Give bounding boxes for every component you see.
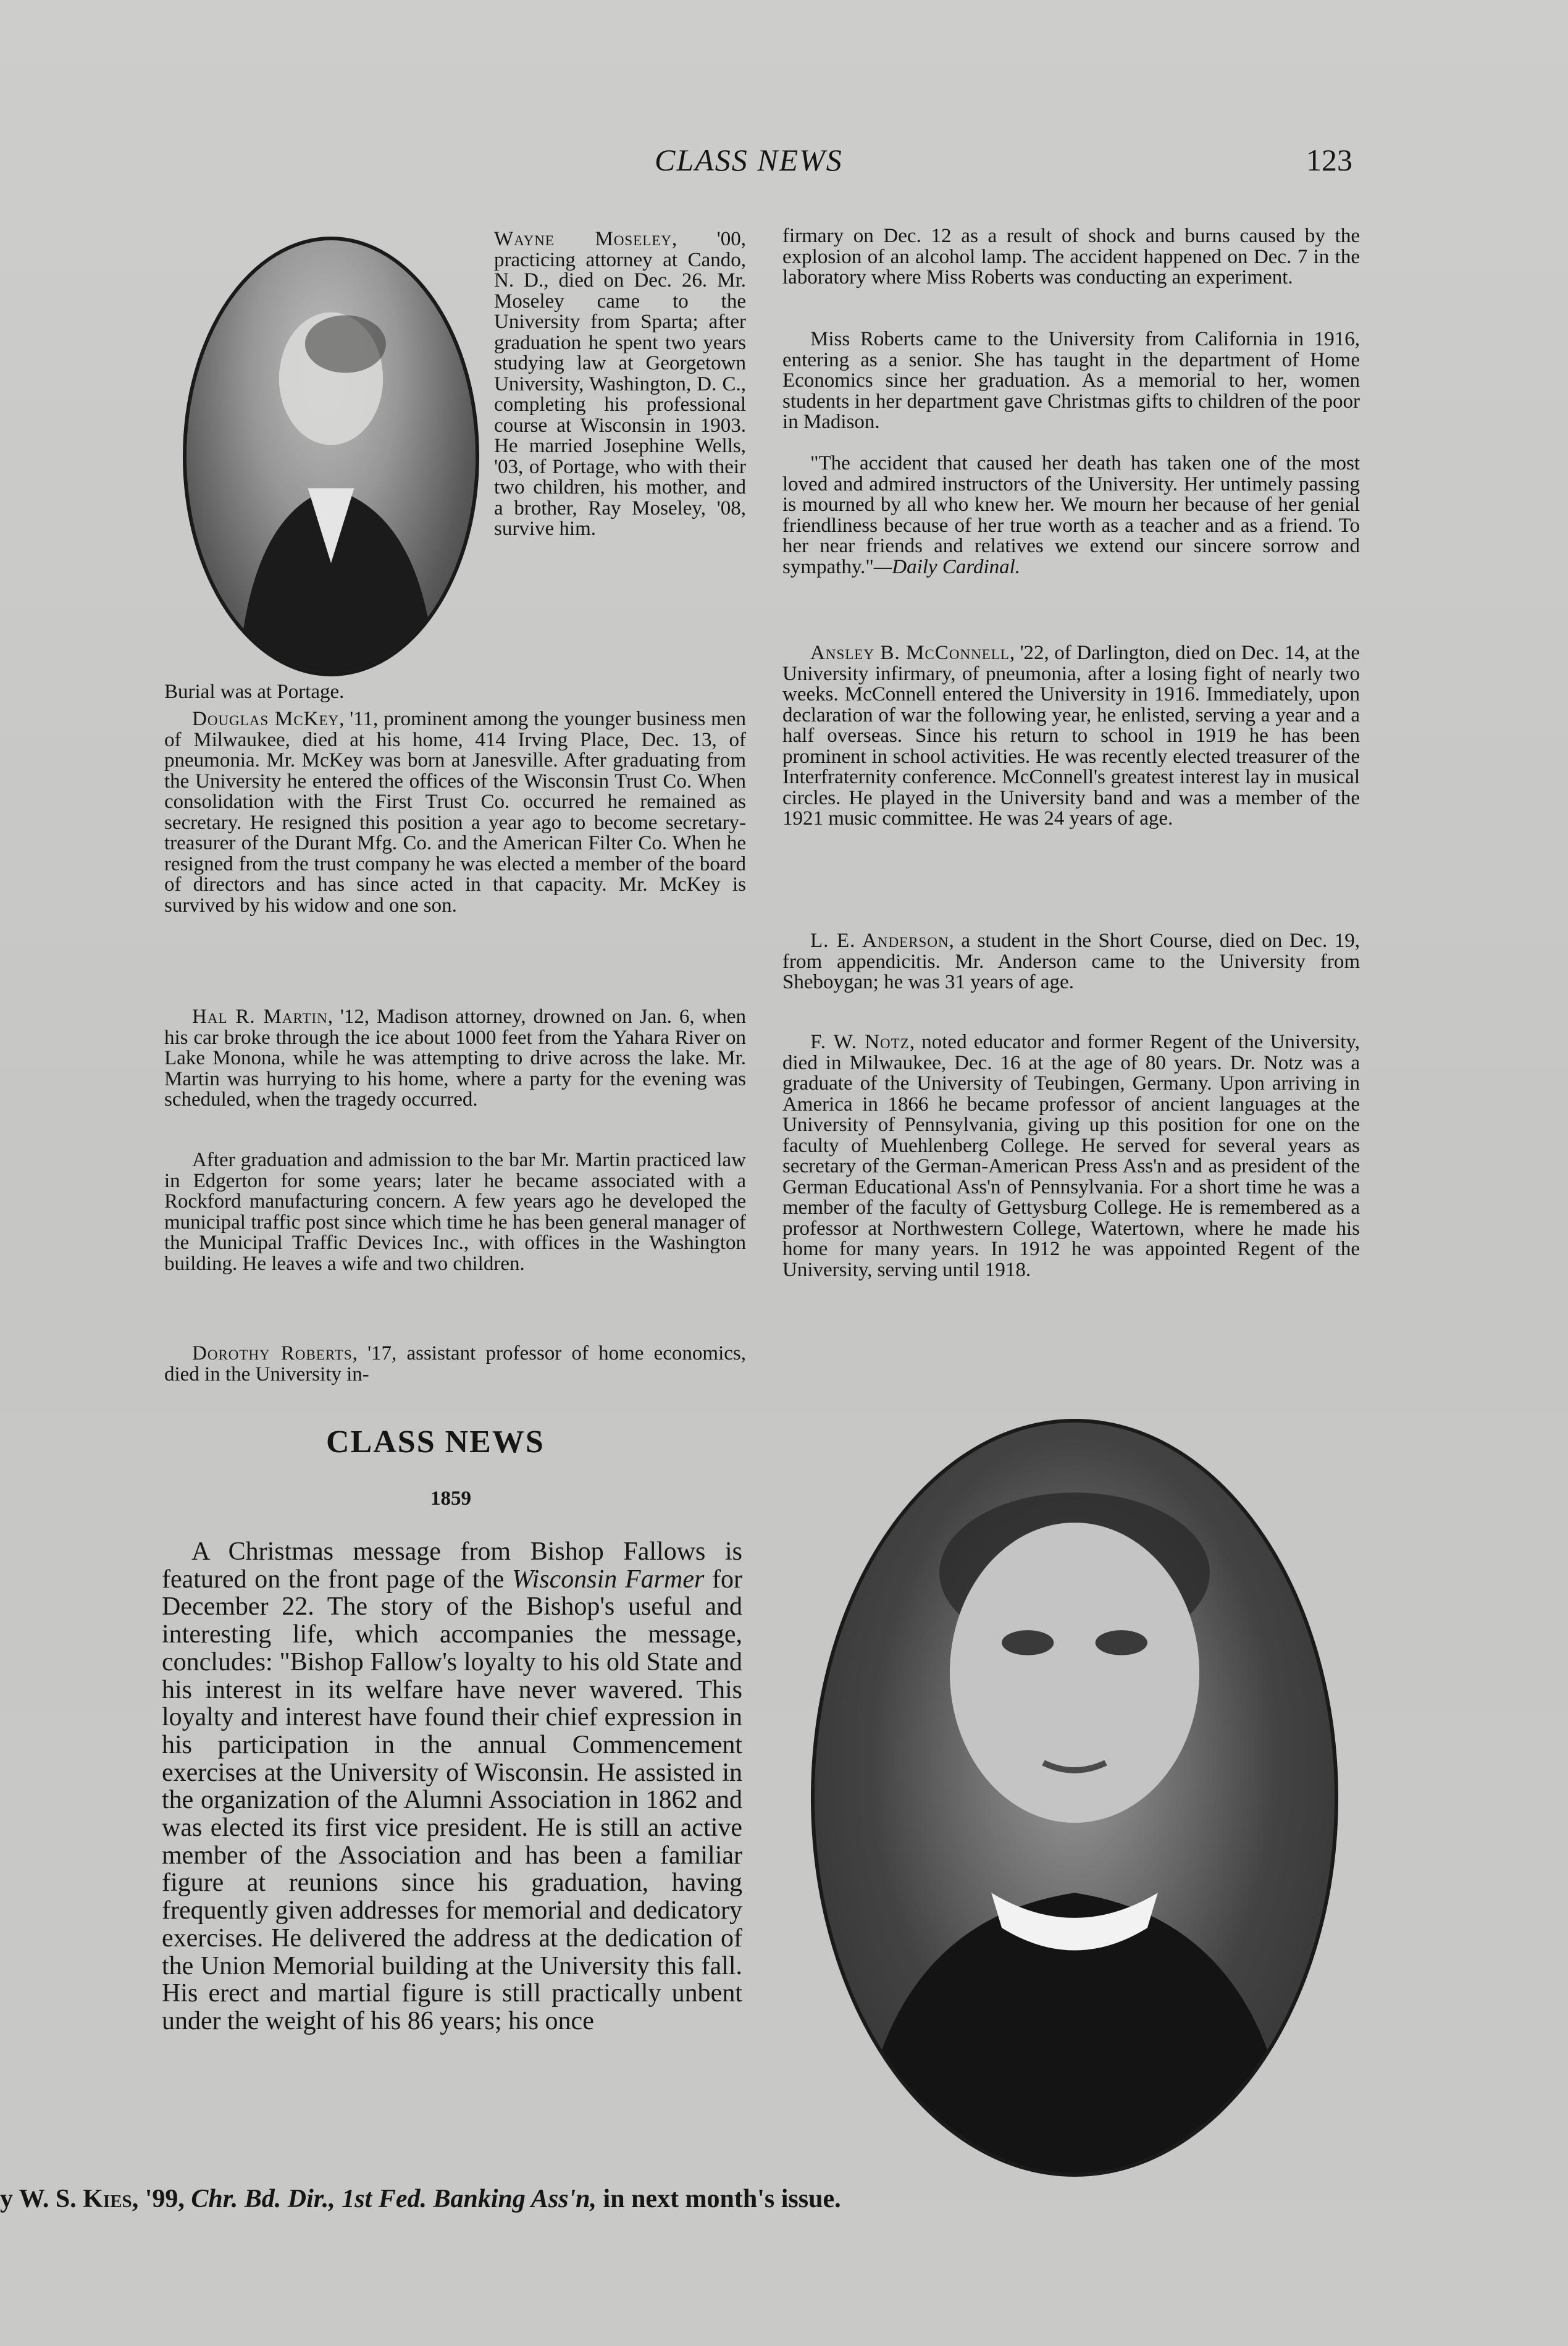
- obituary-text: , '12, Madison attorney, drowned on Jan. 6, when his car broke through the ice about 1000 feet from the Yahara River on Lake Monona, while he was attempting to drive across the lake. Mr. Martin was hurrying to his home, where a party for the evening was scheduled, when the tragedy occurred.: [164, 1006, 746, 1111]
- footer-year: , '99,: [132, 2185, 191, 2213]
- obituary-mcconnell: [782, 643, 1360, 830]
- obituary-text: , '11, prominent among the younger business men of Milwaukee, died at his home, 414 Irving Place, Dec. 13, of pneumonia. Mr. McKey was born at Janesville. After graduating from the University he entered the offices of the Wisconsin Trust Co. When consolidation with the First Trust Co. occurred he remained as secretary. He resigned this position a year ago to become secretary-treasurer of the Durant Mfg. Co. and the American Filter Co. When he resigned from the trust company he was elected a member of the board of directors and has since acted in that capacity. Mr. McKey is survived by his widow and one son.: [164, 708, 746, 917]
- quote-source: —Daily Cardinal.: [873, 555, 1021, 578]
- obituary-roberts: [164, 1343, 746, 1385]
- obituary-mckey: [164, 709, 746, 916]
- obituary-text: , noted educator and former Regent of the University, died in Milwaukee, Dec. 16 at the age of 80 years. Dr. Notz was a graduate of the University of Teubingen, Germany. Upon arriving in America in 1866 he became professor of ancient languages at the University of Pennsylvania, giving up this position for one on the faculty of Muehlenberg College. He served for several years as secretary of the German-American Press Ass'n and as president of the German Educational Ass'n of Pennsylvania. For a short time he was a member of the faculty of Gettysburg College. He is remembered as a professor at Northwestern College, Watertown, where he made his home for many years. In 1912 he was appointed Regent of the University, serving until 1918.: [782, 1031, 1360, 1281]
- obituary-name: Wayne Moseley: [494, 228, 672, 250]
- obituary-anderson: [782, 931, 1360, 993]
- obituary-name: Ansley B. McConnell: [810, 642, 1010, 664]
- footer-line: [0, 2184, 841, 2214]
- footer-suffix: in next month's issue.: [597, 2185, 841, 2213]
- footer-prefix: y W. S.: [0, 2185, 83, 2213]
- obituary-burial: Burial was at Portage.: [164, 681, 345, 703]
- obituary-text: , '22, of Darlington, died on Dec. 14, at the University infirmary, of pneumonia, after a losing fight of nearly two weeks. McConnell entered the University in 1916. Immediately, upon declaration of war the following year, he enlisted, serving a year and a half overseas. Since his return to school in 1919 he has been prominent in school activities. He was recently elected treasurer of the Interfraternity conference. McConnell's greatest interest lay in musical circles. He played in the University band and was a member of the 1921 music committee. He was 24 years of age.: [782, 642, 1360, 830]
- obituary-name: Dorothy Roberts: [192, 1342, 353, 1364]
- obituary-martin-para2: After graduation and admission to the bar Mr. Martin practiced law in Edgerton for some years; later he became associated with a Rockford manufacturing concern. A few years ago he developed the municipal traffic post since which time he has been general manager of the Municipal Traffic Devices Inc., with offices in the Washington building. He leaves a wife and two children.: [164, 1149, 746, 1275]
- obituary-name: L. E. Anderson: [810, 930, 949, 952]
- obituary-martin: [164, 1007, 746, 1111]
- page-header-title: CLASS NEWS: [655, 143, 843, 177]
- class-news-1859-text: [162, 1538, 742, 2035]
- obituary-moseley: [494, 229, 746, 540]
- news-publication: Wisconsin Farmer: [511, 1565, 705, 1594]
- quote-text: "The accident that caused her death has taken one of the most loved and admired instructors of the University. Her untimely passing is mourned by all who knew her. We mourn her because of her genial friendliness because of her true worth as a teacher and as a friend. To her near friends and relatives we extend our sincere sorrow and sympathy.": [782, 452, 1360, 578]
- obituary-text: , '00, practicing attorney at Cando, N. D., died on Dec. 26. Mr. Moseley came to the University from Sparta; after graduation he spent two years studying law at Georgetown University, Washington, D. C., completing his professional course at Wisconsin in 1903. He married Josephine Wells, '03, of Portage, who with their two children, his mother, and a brother, Ray Moseley, '08, survive him.: [494, 228, 746, 540]
- news-name: Fallows: [623, 1537, 706, 1566]
- obituary-text: , '17, assistant professor of home economics, died in the University in-: [164, 1342, 746, 1385]
- class-year: 1859: [430, 1487, 471, 1510]
- obituary-name: Douglas McKey: [192, 708, 340, 730]
- page-number: 123: [1306, 143, 1352, 177]
- obituary-roberts-continued: firmary on Dec. 12 as a result of shock and burns caused by the explosion of an alcohol lamp. The accident happened on Dec. 7 in the laboratory where Miss Roberts was conducting an experiment.: [782, 225, 1360, 288]
- obituary-roberts-para2: Miss Roberts came to the University from California in 1916, entering as a senior. She has taught in the department of Home Economics since her graduation. As a memorial to her, women students in her department gave Christmas gifts to children of the poor in Madison.: [782, 328, 1360, 433]
- news-lead: A Christmas message from Bishop: [191, 1537, 624, 1566]
- obituary-name: Hal R. Martin: [192, 1006, 328, 1028]
- news-text: is featured on the front page of the: [162, 1537, 742, 1594]
- portrait-photo-icon: [183, 237, 479, 676]
- portrait-photo-icon: [811, 1419, 1338, 2177]
- obituary-roberts-quote: [782, 453, 1360, 578]
- obituary-notz: [782, 1032, 1360, 1280]
- section-heading: CLASS NEWS: [326, 1424, 545, 1460]
- obituary-name: F. W. Notz: [810, 1031, 910, 1053]
- footer-title: Chr. Bd. Dir., 1st Fed. Banking Ass'n,: [191, 2185, 597, 2213]
- footer-name: Kies: [83, 2185, 132, 2213]
- obituary-text: , a student in the Short Course, died on Dec. 19, from appendicitis. Mr. Anderson came to the University from Sheboygan; he was 31 years of age.: [782, 930, 1360, 993]
- news-text: for December 22. The story of the Bishop's useful and interesting life, which accompanies the message, concludes: "Bishop Fallow's loyalty to his old State and his interest in its welfare have never wavered. This loyalty and interest have found their chief expression in his participation in the annual Commencement exercises at the University of Wisconsin. He assisted in the organization of the Alumni Association in 1862 and was elected its first vice president. He is still an active member of the Association and has been a familiar figure at reunions since his graduation, having frequently given addresses for memorial and dedicatory exercises. He delivered the address at the dedication of the Union Memorial building at the University this fall. His erect and martial figure is still practically unbent under the weight of his 86 years; his once: [162, 1565, 742, 2035]
